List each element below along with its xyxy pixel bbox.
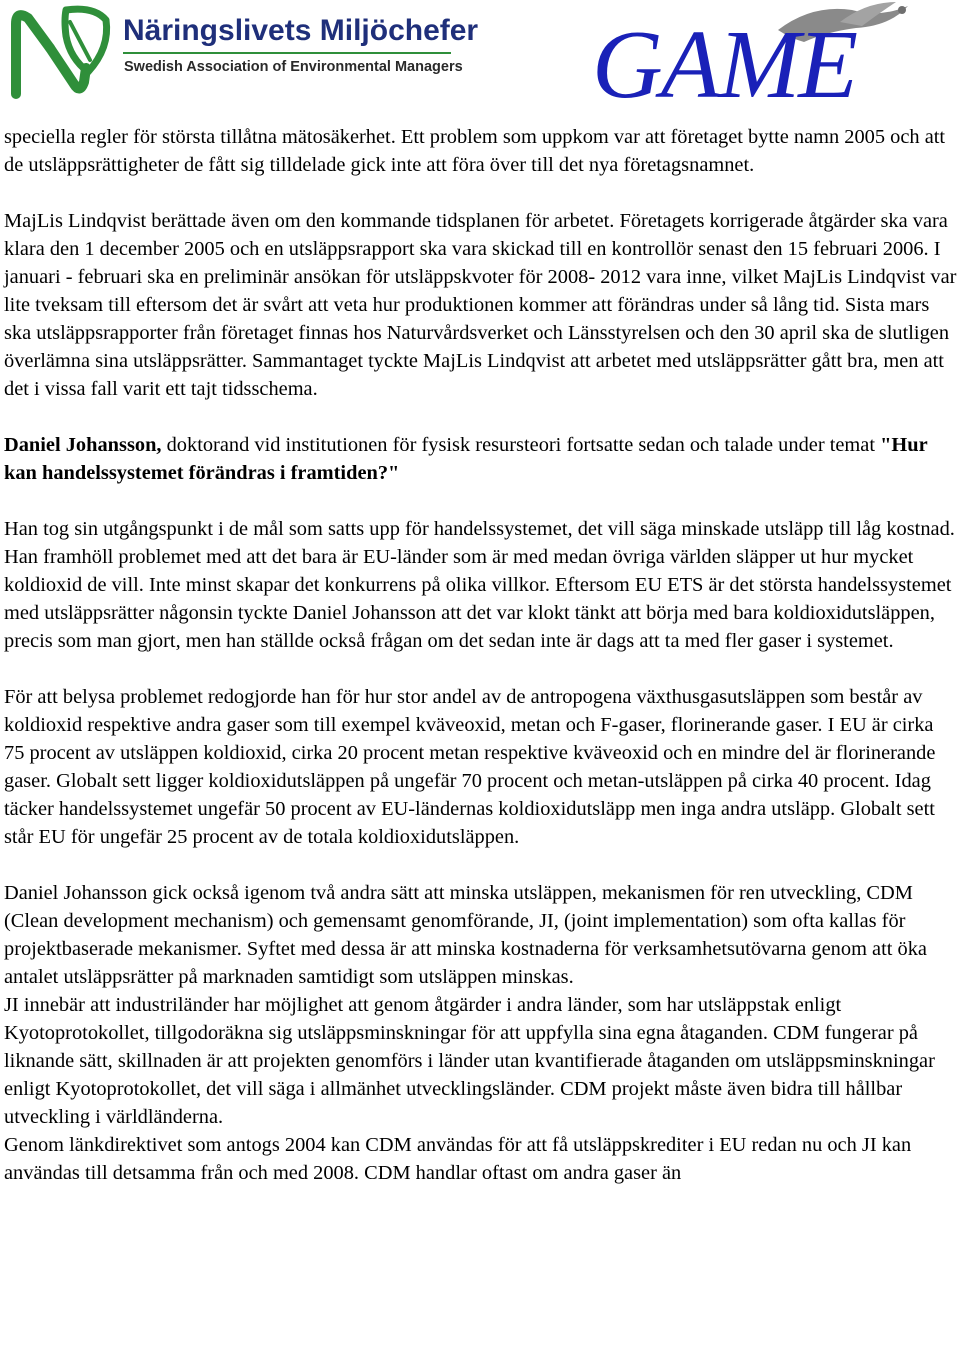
paragraph-5: För att belysa problemet redogjorde han för hur stor andel av de antropogena växthusgasutsläppen som består av koldioxid respektive andra gaser som till exempel kväveoxid, metan och F-gaser, florinerande gaser. I EU är cirka 75 procent av utsläppen koldioxid, cirka 20 procent metan respektive kväveoxid och en mindre del är florinerande gaser. Globalt sett ligger koldioxidutsläppen på ungefär 70 procent och metan-utsläppen på cirka 40 procent. Idag täcker handelssystemet ungefär 50 procent av EU-ländernas koldioxidutsläpp men inga andra utsläpp. Globalt sett står EU för ungefär 25 procent av de totala koldioxidutsläppen. xyxy=(4,686,936,848)
paragraph-gap xyxy=(4,487,958,515)
paragraph-gap xyxy=(4,403,958,431)
talk-theme: "Hur kan handelssystemet förändras i framtiden?" xyxy=(4,434,928,484)
leaf-n-emblem-icon xyxy=(10,2,116,102)
paragraph-8: Genom länkdirektivet som antogs 2004 kan CDM användas för att få utsläppskrediter i EU redan nu och JI kan användas till detsamma från och med 2008. CDM handlar oftast om andra gaser än xyxy=(4,1134,912,1184)
paragraph-gap xyxy=(4,179,958,207)
org-underline xyxy=(123,52,451,54)
org-name: Näringslivets Miljöchefer xyxy=(123,14,479,47)
org-subtitle: Swedish Association of Environmental Managers xyxy=(124,59,463,75)
paragraph-6: Daniel Johansson gick också igenom två andra sätt att minska utsläppen, mekanismen för ren utveckling, CDM (Clean development mechanism) och gemensamt genomförande, JI, (joint implementation) som ofta kallas för projektbaserade mekanismer. Syftet med dessa är att minska kostnaderna för verksamhetsutövarna genom att öka antalet utsläppsrätter på marknaden samtidigt som utsläppen minskas. xyxy=(4,882,927,988)
paragraph-gap xyxy=(4,655,958,683)
speaker-name: Daniel Johansson, xyxy=(4,434,162,456)
speaker-intro: doktorand vid institutionen för fysisk resursteori fortsatte sedan och talade under temat xyxy=(161,434,881,456)
paragraph-gap xyxy=(4,851,958,879)
paragraph-3 xyxy=(4,431,958,487)
paragraph-4: Han tog sin utgångspunkt i de mål som satts upp för handelssystemet, det vill säga minskade utsläpp till låg kostnad. Han framhöll problemet med att det bara är EU-länder som är med medan övriga världen släpper ut hur mycket koldioxid de vill. Inte minst skapar det konkurrens på olika villkor. Eftersom EU ETS är det största handelssystemet med utsläppsrätter någonsin tyckte Daniel Johansson att det var klokt tänkt att börja med bara koldioxidutsläppen, precis som man gjort, men han ställde också frågan om det sedan inte är dags att ta med fler gaser i systemet. xyxy=(4,518,955,652)
document-body xyxy=(4,123,958,1187)
page-header xyxy=(0,0,960,119)
game-wordmark: GAME xyxy=(592,11,857,119)
paragraph-2: MajLis Lindqvist berättade även om den kommande tidsplanen för arbetet. Företagets korrigerade åtgärder ska vara klara den 1 december 2005 och en utsläppsrapport ska vara skickad till en kontrollör senast den 15 februari 2006. I januari - februari ska en preliminär ansökan för utsläppskvoter för 2008- 2012 vara inne, vilket MajLis Lindqvist var lite tveksam till eftersom det är svårt att veta hur produktionen kommer att förändras under så lång tid. Sista mars ska utsläppsrapporter från företaget finnas hos Naturvårdsverket och Länsstyrelsen och den 30 april ska de slutligen överlämna sina utsläppsrätter. Sammantaget tyckte MajLis Lindqvist att arbetet med utsläppsrätter gått bra, men att det i vissa fall varit ett tajt tidsschema. xyxy=(4,210,957,400)
game-logo xyxy=(590,0,930,119)
paragraph-7: JI innebär att industriländer har möjlighet att genom åtgärder i andra länder, som har utsläppstak enligt Kyotoprotokollet, tillgodoräkna sig utsläppsminskningar för att uppfylla sina egna åtaganden. CDM fungerar på liknande sätt, skillnaden är att projekten genomförs i länder utan kvantifierade åtaganden om utsläppsminskningar enligt Kyotoprotokollet, det vill säga i allmänhet utvecklingsländer. CDM projekt måste även bidra till hållbar utveckling i världländerna. xyxy=(4,994,935,1128)
paragraph-1: speciella regler för största tillåtna mätosäkerhet. Ett problem som uppkom var att företaget bytte namn 2005 och att de utsläppsrättigheter de fått sig tilldelade gick inte att föra över till det nya företagsnamnet. xyxy=(4,126,946,176)
naringslivets-miljochefer-logo xyxy=(10,2,479,102)
